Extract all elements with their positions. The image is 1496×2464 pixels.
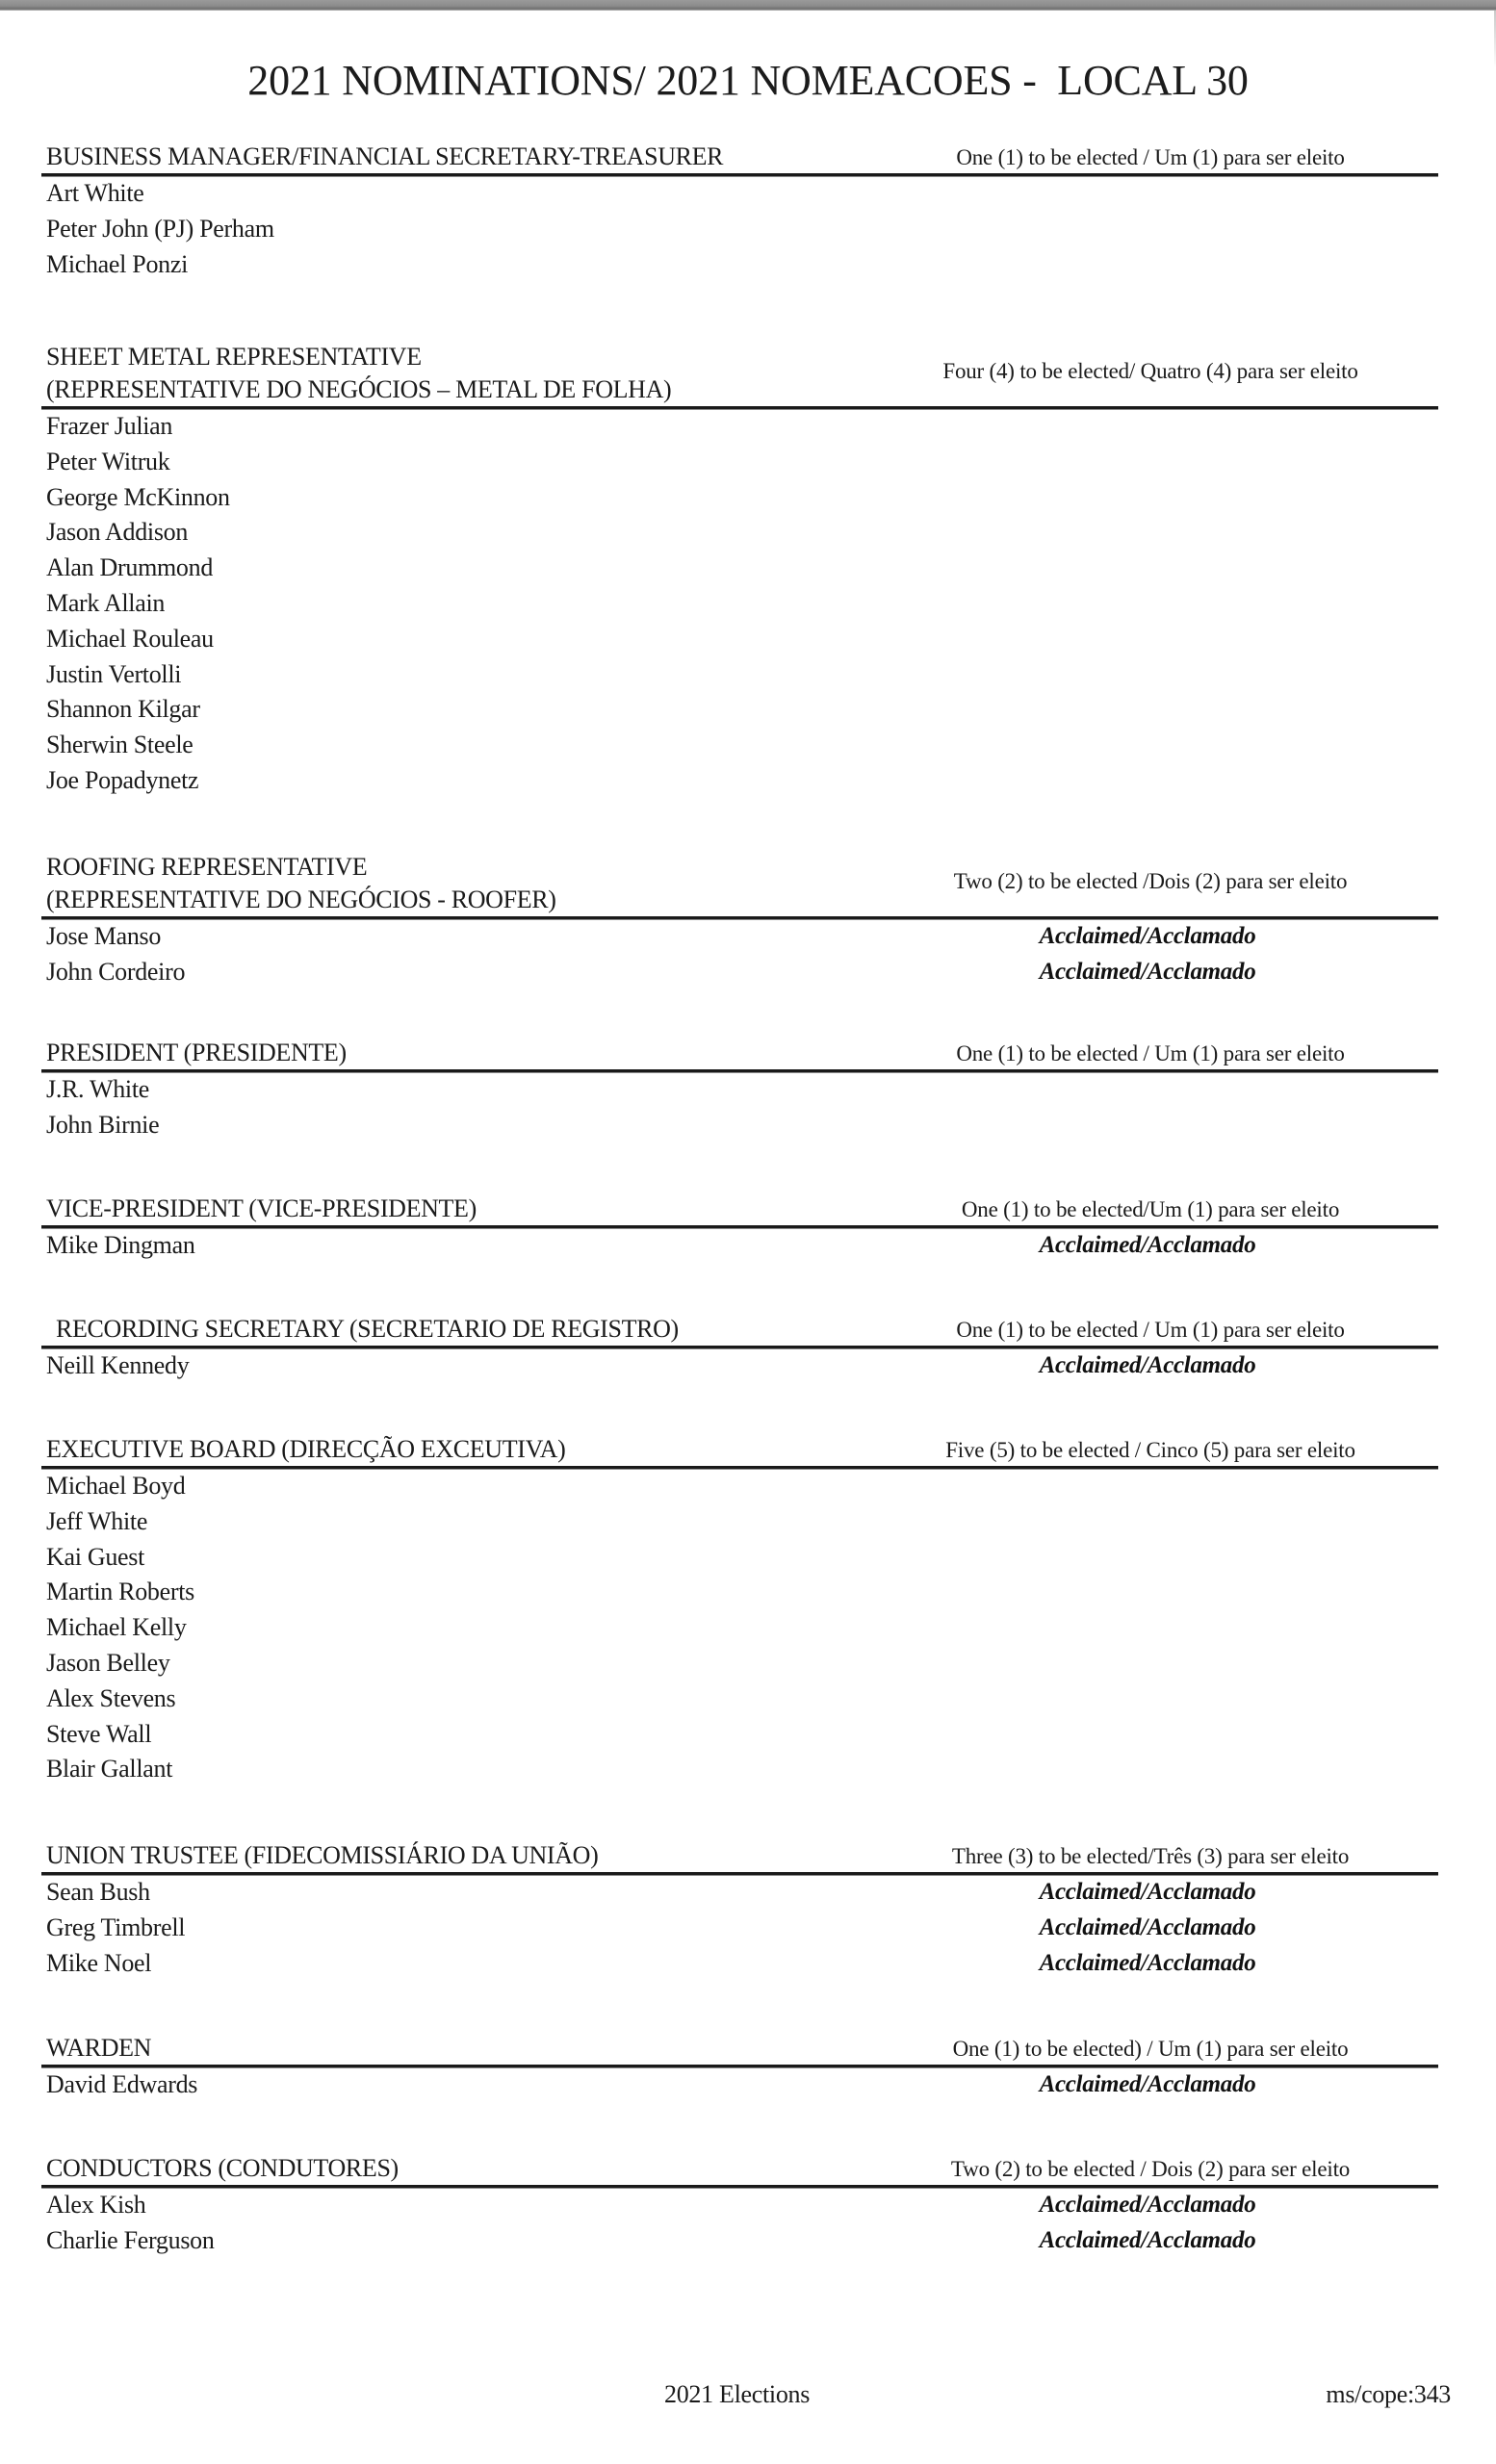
position-title: ROOFING REPRESENTATIVE [46,853,368,881]
candidate-row [0,919,1496,955]
candidate-name: John Cordeiro [46,957,186,986]
seats-to-elect: One (1) to be elected / Um (1) para ser eleito [956,145,1345,169]
candidate-row [0,1875,1496,1911]
position-header [0,1433,1496,1466]
position-header [0,2152,1496,2185]
candidate-row [0,1504,1496,1540]
footer-label: 2021 Elections [664,2380,811,2408]
position-title: BUSINESS MANAGER/FINANCIAL SECRETARY-TREASURER [46,142,724,170]
candidate-list [0,176,1496,282]
seats-to-elect: Two (2) to be elected / Dois (2) para ser eleito [950,2157,1351,2181]
candidate-name: Alex Kish [46,2191,146,2219]
position-section [0,341,1496,799]
acclaimed-status: Acclaimed/Acclamado [1039,1949,1256,1976]
candidate-name: Charlie Ferguson [46,2225,215,2254]
acclaimed-status: Acclaimed/Acclamado [1039,958,1256,985]
position-title: RECORDING SECRETARY (SECRETARIO DE REGISTRO) [56,1315,679,1343]
acclaimed-status: Acclaimed/Acclamado [1039,1232,1256,1258]
candidate-name: Jason Addison [46,518,189,547]
candidate-name: Justin Vertolli [46,659,182,688]
candidate-name: Shannon Kilgar [46,695,200,724]
seats-to-elect: Four (4) to be elected/ Quatro (4) para ser eleito [942,359,1358,383]
candidate-row [0,2067,1496,2103]
seats-to-elect: One (1) to be elected / Um (1) para ser eleito [956,1318,1345,1342]
candidate-row [0,955,1496,990]
candidate-name: Mike Dingman [46,1231,195,1259]
candidate-list [0,1072,1496,1143]
position-header [0,1037,1496,1069]
candidate-row [0,1752,1496,1787]
candidate-row [0,515,1496,551]
candidate-row [0,480,1496,516]
candidate-name: Alex Stevens [46,1683,176,1712]
candidate-row [0,551,1496,586]
candidate-name: Peter John (PJ) Perham [46,214,274,243]
candidate-name: Steve Wall [46,1719,152,1748]
position-header [0,1193,1496,1225]
candidate-list [0,2188,1496,2259]
candidate-name: Mike Noel [46,1948,152,1977]
candidate-name: Michael Rouleau [46,624,214,653]
position-title: PRESIDENT (PRESIDENTE) [46,1039,347,1066]
candidate-row [0,692,1496,728]
scan-edge-band [0,0,1496,11]
page-title: 2021 NOMINATIONS/ 2021 NOMEACOES - LOCAL 30 [247,57,1249,104]
position-header [0,2032,1496,2065]
candidate-row [0,763,1496,799]
candidate-row [0,1610,1496,1646]
candidate-row [0,1072,1496,1108]
candidate-name: Martin Roberts [46,1578,194,1606]
seats-to-elect: Two (2) to be elected /Dois (2) para ser eleito [953,869,1348,893]
position-section [0,2152,1496,2259]
position-section [0,2032,1496,2103]
position-title: (REPRESENTATIVE DO NEGÓCIOS - ROOFER) [46,886,556,913]
candidate-name: Greg Timbrell [46,1912,186,1941]
candidate-row [0,1540,1496,1576]
candidate-row [0,1228,1496,1264]
seats-to-elect: One (1) to be elected) / Um (1) para ser eleito [952,2037,1349,2061]
candidate-row [0,1348,1496,1384]
acclaimed-status: Acclaimed/Acclamado [1039,1352,1256,1378]
position-title: UNION TRUSTEE (FIDECOMISSIÁRIO DA UNIÃO) [46,1841,599,1869]
candidate-row [0,1108,1496,1143]
candidate-name: Mark Allain [46,588,166,617]
candidate-name: Blair Gallant [46,1755,173,1784]
candidate-list [0,409,1496,799]
candidate-name: Joe Popadynetz [46,765,199,794]
candidate-name: Art White [46,179,144,207]
position-title: SHEET METAL REPRESENTATIVE [46,343,422,371]
position-section [0,851,1496,990]
position-section [0,1193,1496,1264]
candidate-name: J.R. White [46,1075,150,1103]
acclaimed-status: Acclaimed/Acclamado [1039,1913,1256,1940]
position-header [0,1313,1496,1346]
position-title: VICE-PRESIDENT (VICE-PRESIDENTE) [46,1194,477,1222]
acclaimed-status: Acclaimed/Acclamado [1039,2192,1256,2218]
position-header [0,141,1496,173]
seats-to-elect: One (1) to be elected/Um (1) para ser eleito [961,1197,1340,1221]
seats-to-elect: Three (3) to be elected/Três (3) para ser eleito [951,1844,1350,1868]
candidate-row [0,409,1496,445]
candidate-row [0,445,1496,480]
candidate-name: David Edwards [46,2070,198,2098]
position-section [0,1839,1496,1981]
candidate-row [0,1646,1496,1681]
candidate-name: John Birnie [46,1110,160,1139]
candidate-name: Sherwin Steele [46,731,193,759]
seats-to-elect: Five (5) to be elected / Cinco (5) para ser eleito [945,1438,1355,1462]
position-section [0,1037,1496,1143]
seats-to-elect: One (1) to be elected / Um (1) para ser eleito [956,1041,1345,1065]
acclaimed-status: Acclaimed/Acclamado [1039,1879,1256,1905]
candidate-name: Kai Guest [46,1542,144,1571]
acclaimed-status: Acclaimed/Acclamado [1039,2226,1256,2253]
candidate-list [0,919,1496,990]
candidate-row [0,1946,1496,1982]
position-section [0,1313,1496,1384]
candidate-row [0,247,1496,283]
candidate-list [0,2067,1496,2103]
candidate-row [0,1575,1496,1610]
position-header [0,1839,1496,1872]
position-title: CONDUCTORS (CONDUTORES) [46,2154,399,2182]
candidate-name: Peter Witruk [46,447,170,475]
candidate-row [0,1681,1496,1717]
candidate-list [0,1875,1496,1981]
candidate-name: Frazer Julian [46,412,173,440]
position-header [0,851,1496,916]
candidate-name: Alan Drummond [46,553,214,582]
candidate-name: Michael Ponzi [46,249,189,278]
candidate-list [0,1228,1496,1264]
candidate-name: Michael Boyd [46,1472,186,1500]
candidate-row [0,622,1496,657]
candidate-row [0,2188,1496,2223]
acclaimed-status: Acclaimed/Acclamado [1039,923,1256,949]
candidate-name: Sean Bush [46,1878,150,1906]
candidate-row [0,728,1496,763]
position-title: (REPRESENTATIVE DO NEGÓCIOS – METAL DE FOLHA) [46,375,672,403]
candidate-row [0,176,1496,212]
candidate-row [0,212,1496,247]
candidate-row [0,1717,1496,1753]
position-section [0,141,1496,282]
candidate-name: Jason Belley [46,1648,170,1677]
position-title: WARDEN [46,2034,152,2062]
candidate-list [0,1348,1496,1384]
candidate-list [0,1469,1496,1787]
document-code: ms/cope:343 [1326,2380,1451,2408]
candidate-row [0,586,1496,622]
candidate-row [0,657,1496,693]
candidate-name: Jeff White [46,1506,148,1535]
candidate-name: Jose Manso [46,922,162,950]
position-title: EXECUTIVE BOARD (DIRECÇÃO EXCEUTIVA) [46,1435,566,1463]
candidate-row [0,1469,1496,1504]
acclaimed-status: Acclaimed/Acclamado [1039,2071,1256,2097]
candidate-row [0,2223,1496,2259]
candidate-name: Michael Kelly [46,1613,187,1642]
position-header [0,341,1496,406]
position-section [0,1433,1496,1787]
candidate-name: Neill Kennedy [46,1351,190,1379]
candidate-row [0,1911,1496,1946]
candidate-name: George McKinnon [46,482,230,511]
